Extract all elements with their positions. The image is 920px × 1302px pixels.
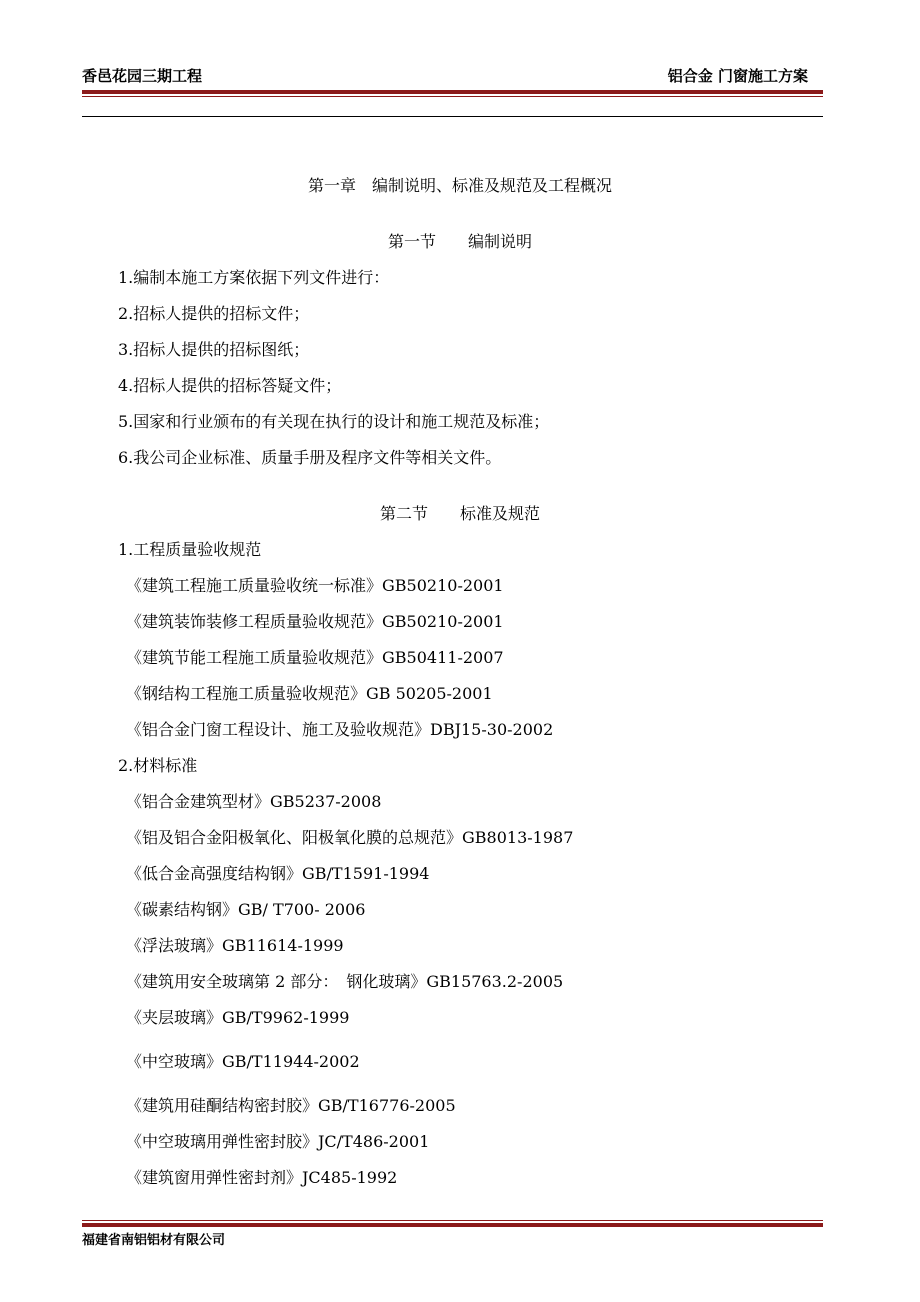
header-rule-thick [82, 90, 823, 94]
list-item: 《夹层玻璃》GB/T9962-1999 [126, 1008, 350, 1027]
list-item: 6.我公司企业标准、质量手册及程序文件等相关文件。 [118, 448, 502, 467]
header-document-title: 铝合金 门窗施工方案 [667, 67, 808, 85]
list-item: 《碳素结构钢》GB/ T700- 2006 [126, 900, 366, 919]
list-item: 4.招标人提供的招标答疑文件； [118, 376, 342, 395]
list-item: 3.招标人提供的招标图纸； [118, 340, 310, 359]
footer-rule-thick [82, 1223, 823, 1227]
list-item: 《建筑窗用弹性密封剂》JC485-1992 [126, 1168, 398, 1187]
list-item: 《低合金高强度结构钢》GB/T1591-1994 [126, 864, 430, 883]
list-item: 《铝合金建筑型材》GB5237-2008 [126, 792, 382, 811]
list-item: 《建筑节能工程施工质量验收规范》GB50411-2007 [126, 648, 504, 667]
list-item: 1.编制本施工方案依据下列文件进行： [118, 268, 390, 287]
list-item: 《钢结构工程施工质量验收规范》GB 50205-2001 [126, 684, 493, 703]
section1-title: 第一节 编制说明 [387, 232, 532, 251]
chapter-title: 第一章 编制说明、标准及规范及工程概况 [307, 176, 612, 195]
header-rule-black [82, 116, 823, 117]
footer-company-name: 福建省南铝铝材有限公司 [82, 1233, 226, 1248]
list-item: 5.国家和行业颁布的有关现在执行的设计和施工规范及标准； [118, 412, 550, 431]
section2-title: 第二节 标准及规范 [379, 504, 540, 523]
footer-rule-thin [82, 1220, 823, 1221]
header-rule-thin [82, 96, 823, 97]
list-item: 《建筑用安全玻璃第 2 部分： 钢化玻璃》GB15763.2-2005 [126, 972, 564, 991]
list-item: 2.招标人提供的招标文件； [118, 304, 310, 323]
list-item: 《浮法玻璃》GB11614-1999 [126, 936, 344, 955]
subsection-title-materials: 2.材料标准 [118, 756, 198, 775]
list-item: 《铝及铝合金阳极氧化、阳极氧化膜的总规范》GB8013-1987 [126, 828, 574, 847]
list-item: 《建筑用硅酮结构密封胶》GB/T16776-2005 [126, 1096, 456, 1115]
list-item: 《建筑装饰装修工程质量验收规范》GB50210-2001 [126, 612, 504, 631]
header-project-name: 香邑花园三期工程 [82, 67, 203, 85]
list-item: 《中空玻璃》GB/T11944-2002 [126, 1052, 360, 1071]
list-item: 《建筑工程施工质量验收统一标准》GB50210-2001 [126, 576, 504, 595]
list-item: 《铝合金门窗工程设计、施工及验收规范》DBJ15-30-2002 [126, 720, 554, 739]
subsection-title-quality: 1.工程质量验收规范 [118, 540, 262, 559]
list-item: 《中空玻璃用弹性密封胶》JC/T486-2001 [126, 1132, 430, 1151]
